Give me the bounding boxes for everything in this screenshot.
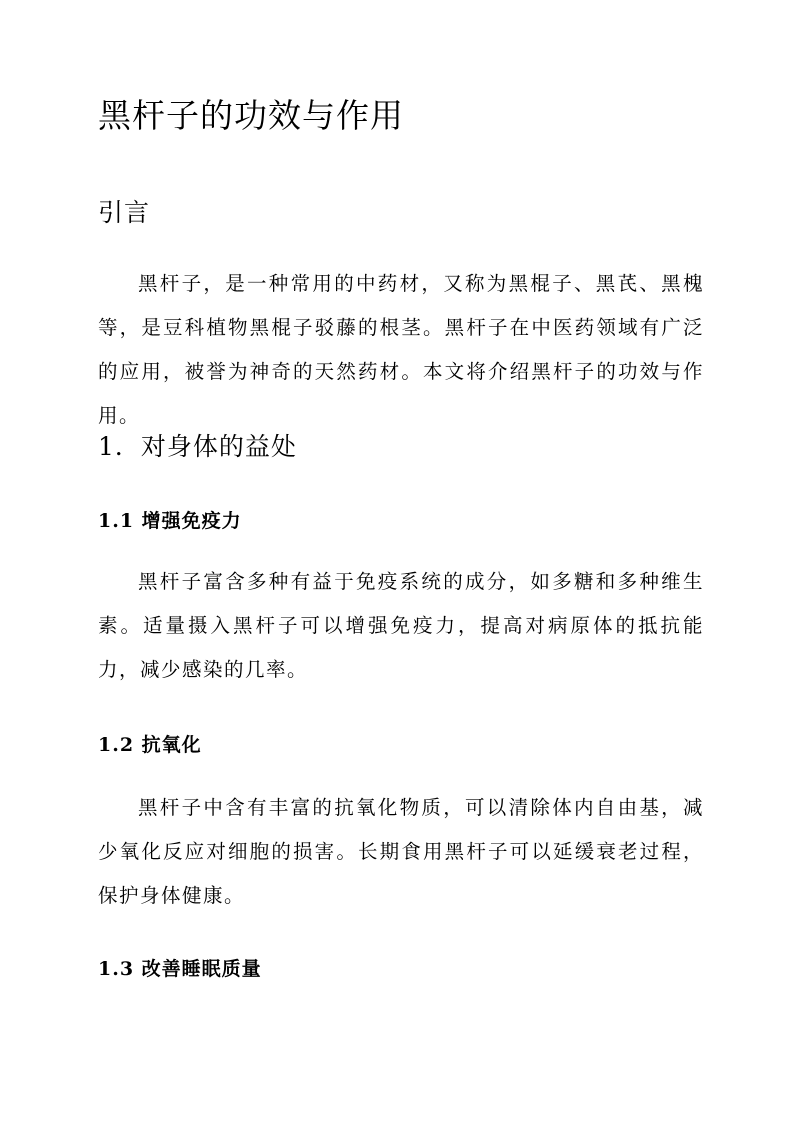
subsection-1-1-heading: 1.1 增强免疫力 — [98, 510, 242, 532]
subsection-1-2-heading: 1.2 抗氧化 — [98, 734, 202, 756]
document-title: 黑杆子的功效与作用 — [98, 96, 404, 135]
subsection-1-3-heading: 1.3 改善睡眠质量 — [98, 958, 262, 980]
subsection-1-1-paragraph: 黑杆子富含多种有益于免疫系统的成分，如多糖和多种维生素。适量摄入黑杆子可以增强免疫力，提高对病原体的抵抗能力，减少感染的几率。 — [98, 570, 704, 681]
section-1-heading: 1．对身体的益处 — [98, 432, 297, 461]
intro-paragraph: 黑杆子，是一种常用的中药材，又称为黑棍子、黑芪、黑槐等，是豆科植物黑棍子驳藤的根茎。黑杆子在中医药领域有广泛的应用，被誉为神奇的天然药材。本文将介绍黑杆子的功效与作用。 — [98, 272, 704, 427]
subsection-1-2-paragraph: 黑杆子中含有丰富的抗氧化物质，可以清除体内自由基，减少氧化反应对细胞的损害。长期食用黑杆子可以延缓衰老过程，保护身体健康。 — [98, 796, 704, 907]
intro-heading: 引言 — [98, 198, 151, 227]
